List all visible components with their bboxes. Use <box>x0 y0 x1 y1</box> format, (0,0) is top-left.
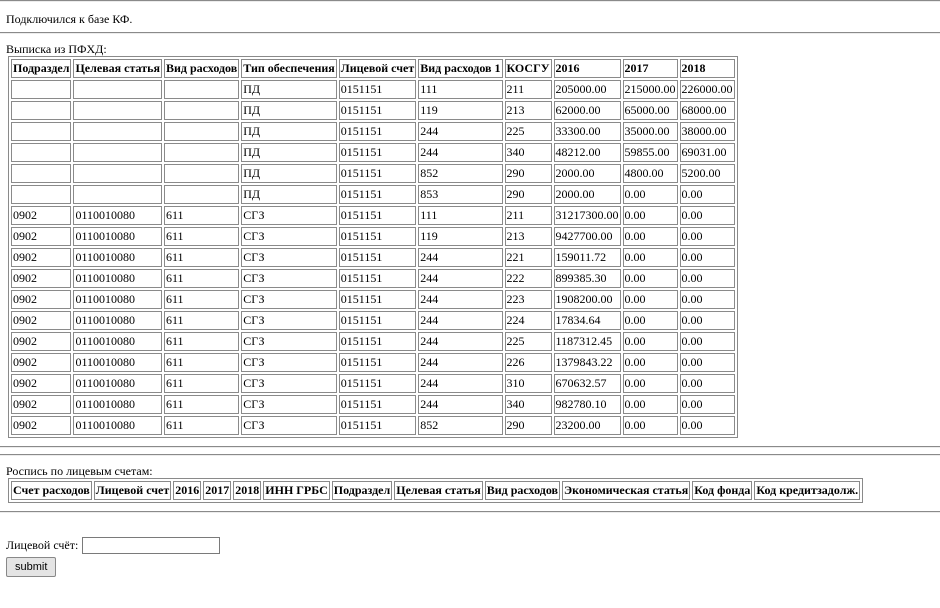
table-row <box>11 395 735 414</box>
table-cell: 2000.00 <box>554 185 621 204</box>
table-cell: 0151151 <box>339 164 416 183</box>
table-cell: 611 <box>164 290 239 309</box>
table-cell: 0151151 <box>339 311 416 330</box>
rospis-section <box>6 446 940 503</box>
table-cell: ПД <box>241 164 337 183</box>
table-cell: 1187312.45 <box>554 332 621 351</box>
status-message: Подключился к базе КФ. <box>6 12 133 26</box>
table-cell: 290 <box>505 416 552 435</box>
rospis-caption: Роспись по лицевым счетам: <box>6 464 153 478</box>
table-cell: 224 <box>505 311 552 330</box>
table-cell: 310 <box>505 374 552 393</box>
table-cell: СГЗ <box>241 206 337 225</box>
table-cell: 0902 <box>11 227 71 246</box>
table-cell <box>164 101 239 120</box>
rospis-header-10: Код фонда <box>692 481 752 500</box>
table-cell: 0151151 <box>339 101 416 120</box>
table-cell: 611 <box>164 269 239 288</box>
table-cell: 244 <box>418 290 502 309</box>
table-cell: 0902 <box>11 206 71 225</box>
table-row <box>11 248 735 267</box>
table-cell: 211 <box>505 206 552 225</box>
table-cell: 0.00 <box>680 311 735 330</box>
table-row <box>11 416 735 435</box>
table-cell <box>164 164 239 183</box>
table-cell: 611 <box>164 332 239 351</box>
table-cell: 0151151 <box>339 80 416 99</box>
table-cell: 0.00 <box>623 248 678 267</box>
table-cell: 0151151 <box>339 332 416 351</box>
table-cell: 0.00 <box>623 185 678 204</box>
table-cell: 0902 <box>11 248 71 267</box>
table-cell: СГЗ <box>241 290 337 309</box>
table-cell: 0151151 <box>339 227 416 246</box>
table-cell: 0110010080 <box>73 290 161 309</box>
table-cell: 0151151 <box>339 353 416 372</box>
table-cell: 0.00 <box>680 206 735 225</box>
rospis-header-3: 2017 <box>203 481 231 500</box>
table-cell: 213 <box>505 227 552 246</box>
table-cell: 244 <box>418 311 502 330</box>
pfhd-header-2: Вид расходов <box>164 59 239 78</box>
table-cell: 340 <box>505 143 552 162</box>
table-cell: 5200.00 <box>680 164 735 183</box>
table-cell: 111 <box>418 206 502 225</box>
table-row <box>11 206 735 225</box>
table-cell: 340 <box>505 395 552 414</box>
table-cell: 244 <box>418 248 502 267</box>
table-cell <box>73 80 161 99</box>
table-cell: 244 <box>418 332 502 351</box>
table-cell: 223 <box>505 290 552 309</box>
table-row <box>11 353 735 372</box>
table-cell: СГЗ <box>241 353 337 372</box>
table-cell: 9427700.00 <box>554 227 621 246</box>
table-cell: 0902 <box>11 395 71 414</box>
pfhd-header-8: 2017 <box>623 59 678 78</box>
table-cell: 31217300.00 <box>554 206 621 225</box>
table-cell: 0110010080 <box>73 374 161 393</box>
table-cell: 59855.00 <box>623 143 678 162</box>
table-row <box>11 122 735 141</box>
table-cell: 1908200.00 <box>554 290 621 309</box>
divider-1 <box>0 32 940 34</box>
rospis-header-4: 2018 <box>233 481 261 500</box>
pfhd-header-1: Целевая статья <box>73 59 161 78</box>
table-cell: 611 <box>164 248 239 267</box>
table-cell: 222 <box>505 269 552 288</box>
table-cell: 244 <box>418 122 502 141</box>
table-cell: 111 <box>418 80 502 99</box>
table-cell: 611 <box>164 206 239 225</box>
divider-2 <box>0 446 940 448</box>
table-row <box>11 80 735 99</box>
table-cell: 4800.00 <box>623 164 678 183</box>
rospis-header-9: Экономическая статья <box>562 481 690 500</box>
table-cell: 119 <box>418 101 502 120</box>
table-cell: СГЗ <box>241 311 337 330</box>
table-cell: 0.00 <box>623 332 678 351</box>
table-cell: СГЗ <box>241 374 337 393</box>
table-cell: СГЗ <box>241 416 337 435</box>
table-cell: 0.00 <box>623 353 678 372</box>
table-cell: 0110010080 <box>73 311 161 330</box>
table-row <box>11 143 735 162</box>
table-cell: 0.00 <box>680 227 735 246</box>
table-cell: 853 <box>418 185 502 204</box>
account-input[interactable] <box>82 537 220 554</box>
table-cell: 159011.72 <box>554 248 621 267</box>
table-cell: 1379843.22 <box>554 353 621 372</box>
table-cell: 2000.00 <box>554 164 621 183</box>
table-cell: 33300.00 <box>554 122 621 141</box>
table-cell: 0151151 <box>339 248 416 267</box>
table-cell: 0151151 <box>339 269 416 288</box>
table-cell: СГЗ <box>241 332 337 351</box>
pfhd-table <box>8 56 738 438</box>
table-row <box>11 269 735 288</box>
table-cell: 211 <box>505 80 552 99</box>
pfhd-header-5: Вид расходов 1 <box>418 59 502 78</box>
pfhd-header-0: Подраздел <box>11 59 71 78</box>
pfhd-header-3: Тип обеспечения <box>241 59 337 78</box>
rospis-header-8: Вид расходов <box>485 481 560 500</box>
pfhd-header-6: КОСГУ <box>505 59 552 78</box>
rospis-header-2: 2016 <box>173 481 201 500</box>
table-cell: 611 <box>164 311 239 330</box>
table-cell: 0110010080 <box>73 395 161 414</box>
table-row <box>11 227 735 246</box>
submit-button[interactable]: submit <box>6 557 56 577</box>
table-cell: ПД <box>241 185 337 204</box>
table-cell: 244 <box>418 269 502 288</box>
table-cell: 215000.00 <box>623 80 678 99</box>
table-cell <box>164 80 239 99</box>
table-cell: 0902 <box>11 311 71 330</box>
table-cell: 69031.00 <box>680 143 735 162</box>
rospis-header-1: Лицевой счет <box>94 481 171 500</box>
table-cell: 0151151 <box>339 416 416 435</box>
table-cell: 213 <box>505 101 552 120</box>
table-cell: 0902 <box>11 269 71 288</box>
table-cell <box>73 143 161 162</box>
table-row <box>11 332 735 351</box>
pfhd-header-row <box>11 59 735 78</box>
pfhd-header-7: 2016 <box>554 59 621 78</box>
table-cell: 0151151 <box>339 395 416 414</box>
table-cell: 670632.57 <box>554 374 621 393</box>
table-cell: 0902 <box>11 374 71 393</box>
table-cell: 0902 <box>11 290 71 309</box>
table-cell <box>73 101 161 120</box>
table-cell <box>164 185 239 204</box>
rospis-header-0: Счет расходов <box>11 481 92 500</box>
table-cell: 23200.00 <box>554 416 621 435</box>
table-cell: 244 <box>418 143 502 162</box>
table-cell: ПД <box>241 101 337 120</box>
table-cell: 0151151 <box>339 206 416 225</box>
table-cell <box>11 164 71 183</box>
table-cell: 0.00 <box>623 290 678 309</box>
table-cell: 0151151 <box>339 143 416 162</box>
table-cell: 852 <box>418 164 502 183</box>
table-cell <box>11 80 71 99</box>
form-section <box>6 511 940 577</box>
table-cell: 0.00 <box>623 416 678 435</box>
table-cell <box>73 164 161 183</box>
table-cell: 38000.00 <box>680 122 735 141</box>
table-cell: 17834.64 <box>554 311 621 330</box>
table-cell: 0151151 <box>339 185 416 204</box>
pfhd-body <box>11 80 735 435</box>
table-cell: 290 <box>505 164 552 183</box>
table-cell: 205000.00 <box>554 80 621 99</box>
table-cell: 0.00 <box>680 290 735 309</box>
table-cell: 0.00 <box>680 248 735 267</box>
rospis-header-5: ИНН ГРБС <box>263 481 329 500</box>
table-cell: 0110010080 <box>73 353 161 372</box>
table-cell: 65000.00 <box>623 101 678 120</box>
rospis-header-7: Целевая статья <box>394 481 482 500</box>
table-cell: СГЗ <box>241 227 337 246</box>
pfhd-header-9: 2018 <box>680 59 735 78</box>
rospis-header-row <box>11 481 860 500</box>
table-cell: 0902 <box>11 353 71 372</box>
pfhd-header-4: Лицевой счет <box>339 59 416 78</box>
table-row <box>11 374 735 393</box>
table-cell: 0110010080 <box>73 248 161 267</box>
table-cell: 0.00 <box>623 311 678 330</box>
table-cell: 226 <box>505 353 552 372</box>
table-cell: 611 <box>164 416 239 435</box>
table-cell: 982780.10 <box>554 395 621 414</box>
table-cell: 0.00 <box>623 269 678 288</box>
table-cell: 611 <box>164 374 239 393</box>
table-cell <box>11 185 71 204</box>
table-row <box>11 290 735 309</box>
rospis-table <box>8 478 863 503</box>
table-row <box>11 185 735 204</box>
table-cell <box>164 143 239 162</box>
table-cell <box>11 122 71 141</box>
table-cell: 0.00 <box>623 374 678 393</box>
table-cell: 0.00 <box>680 416 735 435</box>
table-cell: ПД <box>241 143 337 162</box>
rospis-header-6: Подраздел <box>332 481 392 500</box>
account-label: Лицевой счёт: <box>6 537 79 552</box>
divider-4 <box>0 511 940 513</box>
table-cell: 0151151 <box>339 374 416 393</box>
divider-3 <box>0 454 940 456</box>
table-cell: 0110010080 <box>73 206 161 225</box>
table-cell: 0.00 <box>680 395 735 414</box>
table-cell <box>164 122 239 141</box>
table-row <box>11 164 735 183</box>
table-cell: 119 <box>418 227 502 246</box>
table-cell: 244 <box>418 353 502 372</box>
table-cell: ПД <box>241 80 337 99</box>
table-cell: ПД <box>241 122 337 141</box>
table-cell: СГЗ <box>241 248 337 267</box>
table-cell: 0.00 <box>680 332 735 351</box>
table-cell: 0.00 <box>623 206 678 225</box>
table-cell: 0.00 <box>680 185 735 204</box>
table-cell: 68000.00 <box>680 101 735 120</box>
table-cell: 225 <box>505 332 552 351</box>
table-cell: 0.00 <box>680 374 735 393</box>
table-cell: 611 <box>164 227 239 246</box>
table-cell: 62000.00 <box>554 101 621 120</box>
table-cell: 35000.00 <box>623 122 678 141</box>
table-cell: 0151151 <box>339 122 416 141</box>
table-cell: 0902 <box>11 416 71 435</box>
table-cell <box>11 101 71 120</box>
table-cell: 0.00 <box>623 227 678 246</box>
table-cell: 611 <box>164 395 239 414</box>
table-cell: СГЗ <box>241 269 337 288</box>
table-cell: 244 <box>418 395 502 414</box>
table-cell: 852 <box>418 416 502 435</box>
table-cell: 225 <box>505 122 552 141</box>
table-cell: 48212.00 <box>554 143 621 162</box>
table-cell <box>11 143 71 162</box>
table-cell: 0151151 <box>339 290 416 309</box>
table-cell <box>73 185 161 204</box>
table-cell: 899385.30 <box>554 269 621 288</box>
table-cell: 0110010080 <box>73 227 161 246</box>
table-cell: 0.00 <box>680 353 735 372</box>
table-cell: 0110010080 <box>73 269 161 288</box>
table-cell: 0110010080 <box>73 332 161 351</box>
table-cell: 290 <box>505 185 552 204</box>
table-cell: 221 <box>505 248 552 267</box>
rospis-header-11: Код кредитзадолж. <box>754 481 860 500</box>
table-cell: 0110010080 <box>73 416 161 435</box>
table-cell: 611 <box>164 353 239 372</box>
table-cell: СГЗ <box>241 395 337 414</box>
account-form-row <box>6 535 940 555</box>
pfhd-caption: Выписка из ПФХД: <box>6 42 107 56</box>
table-cell: 226000.00 <box>680 80 735 99</box>
table-row <box>11 101 735 120</box>
table-cell: 0902 <box>11 332 71 351</box>
table-row <box>11 311 735 330</box>
table-cell: 0.00 <box>623 395 678 414</box>
table-cell: 0.00 <box>680 269 735 288</box>
table-cell: 244 <box>418 374 502 393</box>
table-cell <box>73 122 161 141</box>
